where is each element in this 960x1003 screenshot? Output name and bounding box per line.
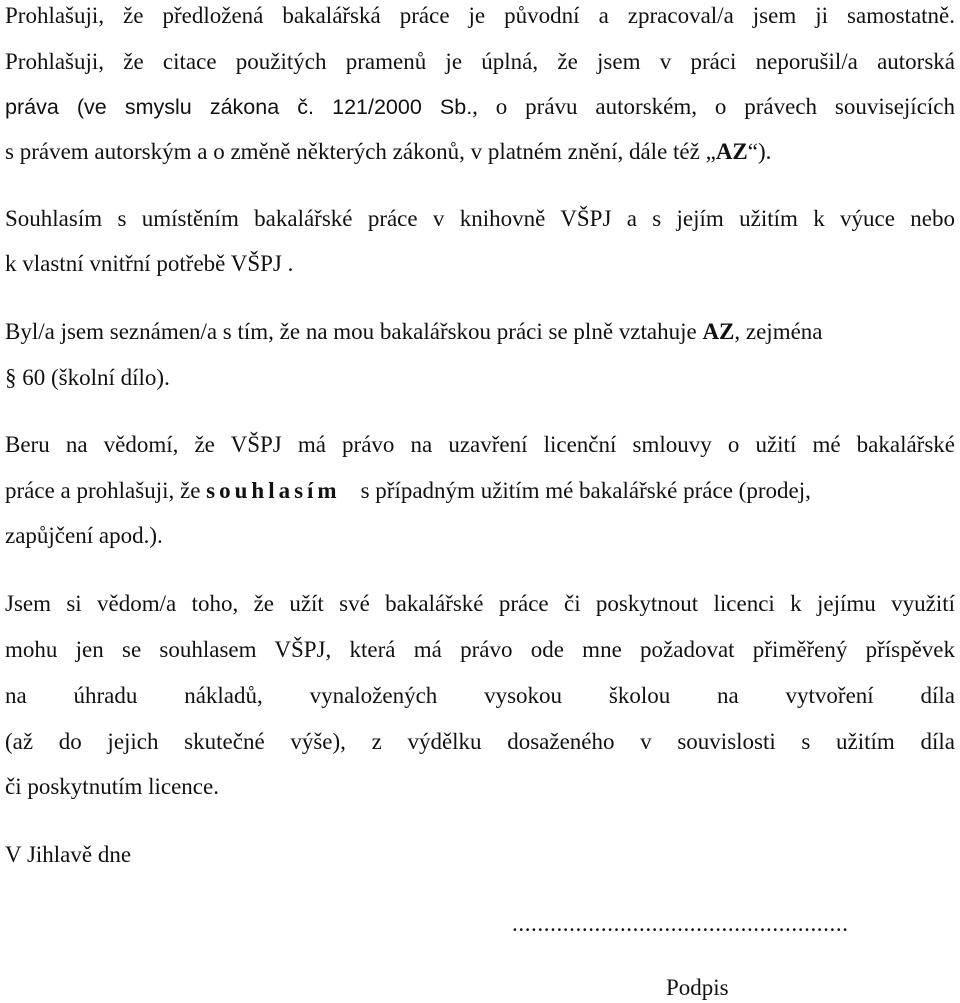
declaration-p4-line1 — [5, 431, 955, 459]
declaration-p1-line2 — [5, 48, 955, 76]
declaration-p5-line3 — [5, 682, 955, 710]
declaration-p3-line2 — [5, 364, 955, 392]
place-date-label — [5, 841, 955, 869]
declaration-p1-text3: , o právu autorském, o právech souvisejících — [472, 94, 956, 119]
declaration-p4-line2 — [5, 477, 955, 505]
declaration-p2-text1: Souhlasím s umístěním bakalářské práce v knihovně VŠPJ a s jejím užitím k výuce nebo — [5, 206, 955, 231]
declaration-p3-line1 — [5, 318, 955, 346]
declaration-p4-text1: Beru na vědomí, že VŠPJ má právo na uzavření licenční smlouvy o užití mé bakalářské — [5, 432, 955, 457]
declaration-p4-text3: zapůjčení apod.). — [5, 523, 163, 548]
declaration-p5-line4 — [5, 728, 955, 756]
declaration-p5-text1: Jsem si vědom/a toho, že užít své bakalářské práce či poskytnout licenci k jejímu využití — [5, 591, 955, 616]
consent-word: souhlasím — [206, 478, 341, 503]
declaration-p1-line3 — [5, 93, 955, 121]
declaration-p4-text2a: práce a prohlašuji, že — [5, 478, 207, 503]
law-reference: práva (ve smyslu zákona č. 121/2000 Sb. — [5, 95, 473, 119]
declaration-p2-text2: k vlastní vnitřní potřebě VŠPJ . — [5, 251, 294, 276]
declaration-p1-end: ). — [757, 139, 772, 164]
signature-line: ..................................................... — [512, 911, 849, 936]
declaration-p3-text1-end: , zejména — [734, 319, 823, 344]
declaration-p1-line4 — [5, 138, 955, 166]
signature-label: Podpis — [666, 975, 729, 1000]
declaration-p1-text4: s právem autorským a o změně některých zákonů, v platném znění, dále též — [5, 139, 706, 164]
declaration-p5-text2: mohu jen se souhlasem VŠPJ, která má právo ode mne požadovat přiměřený příspěvek — [5, 637, 955, 662]
declaration-p2-line2 — [5, 250, 955, 278]
declaration-p5-text4: (až do jejich skutečné výše), z výdělku dosaženého v souvislosti s užitím díla — [5, 729, 955, 754]
declaration-p4-text2c: s případným užitím mé bakalářské práce (prodej, — [360, 478, 811, 503]
declaration-p1-line1 — [5, 2, 955, 30]
az-abbreviation: AZ — [715, 139, 748, 164]
declaration-p5-line2 — [5, 636, 955, 664]
close-quote: “ — [747, 139, 758, 164]
section-sign: § — [5, 365, 17, 390]
declaration-p5-text5: či poskytnutím licence. — [5, 774, 219, 799]
declaration-p5-line5 — [5, 773, 955, 801]
declaration-p2-line1 — [5, 205, 955, 233]
place-date-text: V Jihlavě dne — [5, 842, 132, 867]
declaration-p5-line1 — [5, 590, 955, 618]
az-abbreviation: AZ — [702, 319, 735, 344]
declaration-p1-text1: Prohlašuji, že předložená bakalářská práce je původní a zpracoval/a jsem ji samostatně. — [5, 3, 955, 28]
declaration-p3-text2: 60 (školní dílo). — [16, 365, 170, 390]
open-quote: „ — [705, 139, 716, 164]
declaration-p1-text2: Prohlašuji, že citace použitých pramenů je úplná, že jsem v práci neporušil/a autorská — [5, 49, 955, 74]
declaration-p5-text3: na úhradu nákladů, vynaložených vysokou školou na vytvoření díla — [5, 683, 955, 708]
declaration-p3-text1: Byl/a jsem seznámen/a s tím, že na mou bakalářskou práci se plně vztahuje — [5, 319, 703, 344]
declaration-p4-line3 — [5, 522, 955, 550]
